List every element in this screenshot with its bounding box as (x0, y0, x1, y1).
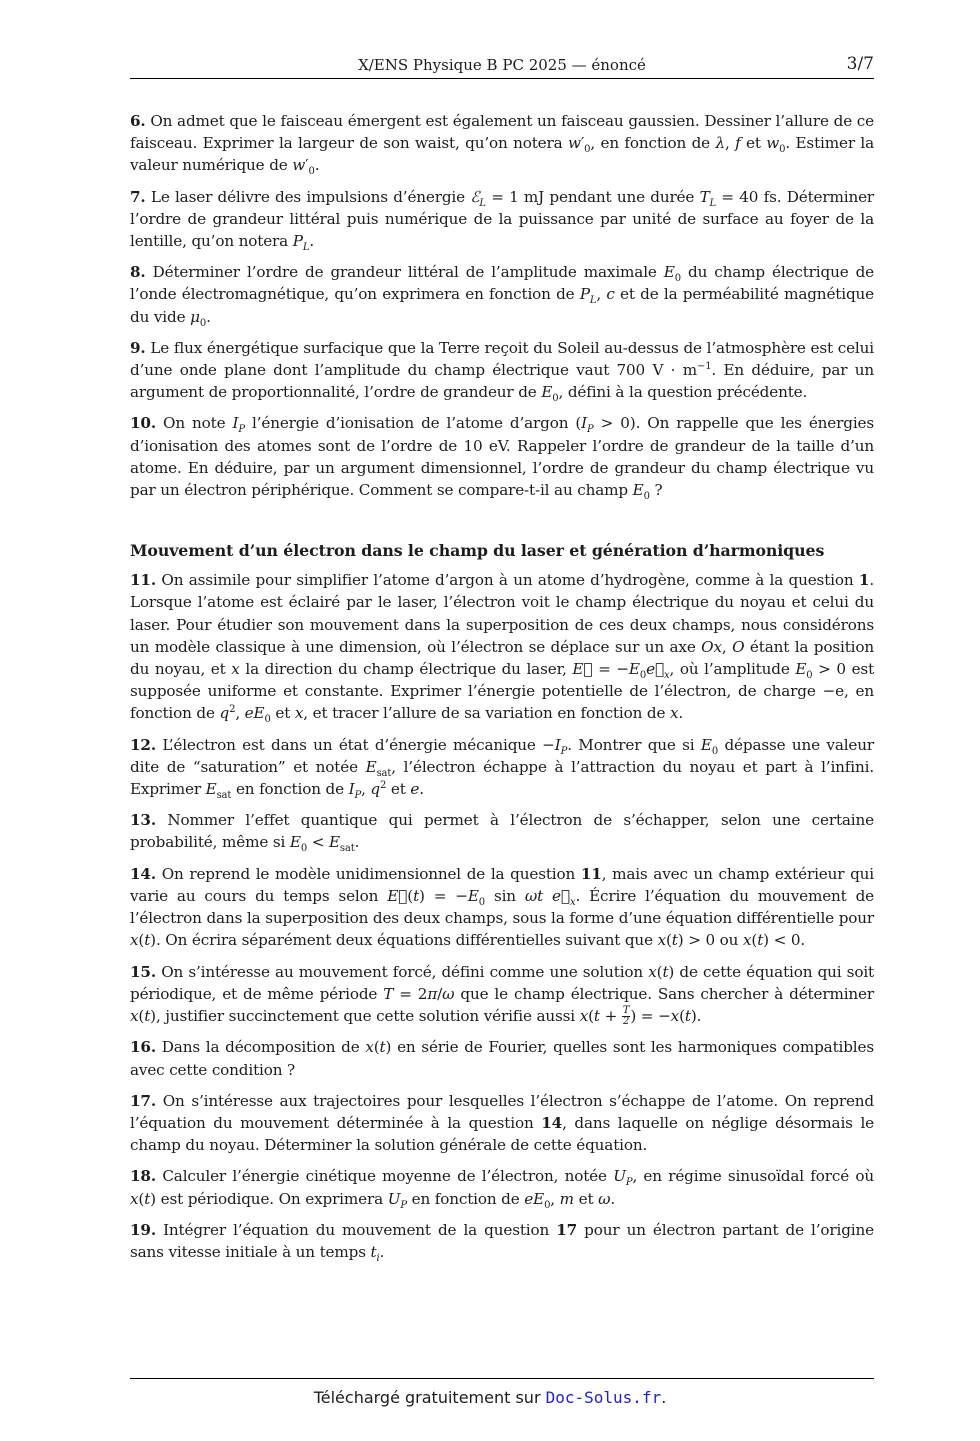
question-9: 9. Le flux énergétique surfacique que la Terre reçoit du Soleil au-dessus de l’atmosphère est celui d’une onde plane dont l’amplitude du champ électrique vaut 700 $V \cdot m^{-1}$. En déduire, par un argument de proportionnalité, l’ordre de grandeur de $E_0$, défini à la question précédente. (130, 338, 874, 405)
question-15: 15. On s’intéresse au mouvement forcé, défini comme une solution x(t) de cette équation qui soit périodique, et de même période T = 2π/ω que le champ électrique. Sans chercher à déterminer x(t), justifier succinctement que cette solution vérifie aussi x(t + $\frac{T}{2}$ ) = −x(t). (130, 962, 874, 1028)
footer-divider (130, 1378, 874, 1379)
footer-text: Téléchargé gratuitement sur (313, 1388, 541, 1407)
footer-link[interactable]: Doc-Solus.fr (545, 1388, 662, 1407)
header-title: X/ENS Physique B PC 2025 — énoncé (358, 56, 646, 74)
question-10: 10. On note $I_P$ l’énergie d’ionisation de l’atome d’argon $(I_P > 0)$. On rappelle que les énergies d’ionisation des atomes sont de l’ordre de 10 eV. Rappeler l’ordre de grandeur de la taille d’un atome. En déduire, par un argument dimensionnel, l’ordre de grandeur du champ électrique vu par un électron périphérique. Comment se compare-t-il au champ $E_0$ ? (130, 414, 875, 503)
page-header (130, 50, 874, 79)
question-18: 18. Calculer l’énergie cinétique moyenne de l’électron, notée $U_P$, en régime sinusoïdal forcé où x(t) est périodique. On exprimera $U_P$ en fonction de $eE_0$, m et ω. (130, 1167, 875, 1211)
footer-period: . (661, 1388, 667, 1407)
question-12: 12. L’électron est dans un état d’énergie mécanique $-I_P$. Montrer que si $E_0$ dépasse une valeur dite de “saturation” et notée $E_{sat}$, l’électron échappe à l’attraction du noyau et part à l’infini. Exprimer $E_{sat}$ en fonction de $I_P$, $q^2$ et e. (130, 735, 875, 802)
question-19: 19. Intégrer l’équation du mouvement de la question 17 pour un électron partant de l’origine sans vitesse initiale à un temps $t_i$. (130, 1220, 874, 1265)
question-13: 13. Nommer l’effet quantique qui permet à l’électron de s’échapper, selon une certaine probabilité, même si $E_0 < E_{sat}$. (130, 811, 874, 855)
question-14: 14. On reprend le modèle unidimensionnel de la question 11, mais avec un champ extérieur qui varie au cours du temps selon E⃗(t) = $-E_0$ sin ωt $e⃗_x$. Écrire l’équation du mouvement de l’électron dans la superposition des deux champs, sous la forme d’une équation différentielle pour x(t). On écrira séparément deux équations différentielles suivant que x(t) > 0 ou x(t) < 0. (130, 864, 875, 950)
question-6: 6. On admet que le faisceau émergent est également un faisceau gaussien. Dessiner l’allure de ce faisceau. Exprimer la largeur de son waist, qu’on notera $w'_0$, en fonction de λ, f et $w_0$. Estimer la valeur numérique de $w'_0$. (130, 112, 874, 178)
question-16: 16. Dans la décomposition de x(t) en série de Fourier, quelles sont les harmoniques compatibles avec cette condition ? (130, 1038, 874, 1079)
page-content (130, 110, 874, 1272)
page-footer (0, 1388, 980, 1407)
page-number: 3/7 (846, 54, 874, 74)
question-8: 8. Déterminer l’ordre de grandeur littéral de l’amplitude maximale $E_0$ du champ électrique de l’onde électromagnétique, qu’on exprimera en fonction de $P_L$, c et de la perméabilité magnétique du vide $\mu_0$. (130, 263, 874, 329)
question-17: 17. On s’intéresse aux trajectoires pour lesquelles l’électron s’échappe de l’atome. On reprend l’équation du mouvement déterminée à la question 14, dans laquelle on néglige désormais le champ du noyau. Déterminer la solution générale de cette équation. (130, 1091, 874, 1155)
section-title: Mouvement d’un électron dans le champ du laser et génération d’harmoniques (130, 541, 825, 561)
question-7: 7. Le laser délivre des impulsions d’énergie ℰ$_L$ = 1 mJ pendant une durée $T_L = 40$ fs. Déterminer l’ordre de grandeur littéral puis numérique de la puissance par unité de surface au foyer de la lentille, qu’on notera $P_L$. (130, 187, 875, 254)
question-11: 11. On assimile pour simplifier l’atome d’argon à un atome d’hydrogène, comme à la question 1. Lorsque l’atome est éclairé par le laser, l’électron voit le champ électrique du noyau et celui du laser. Pour étudier son mouvement dans la superposition de ces deux champs, nous considérons un modèle classique à une dimension, où l’électron se déplace sur un axe Ox, O étant la position du noyau, et x la direction du champ électrique du laser, E⃗ = $-E_0e⃗_x$, où l’amplitude $E_0 > 0$ est supposée uniforme et constante. Exprimer l’énergie potentielle de l’électron, de charge −e, en fonction de $q^2$, $eE_0$ et x, et tracer l’allure de sa variation en fonction de x. (130, 571, 875, 726)
